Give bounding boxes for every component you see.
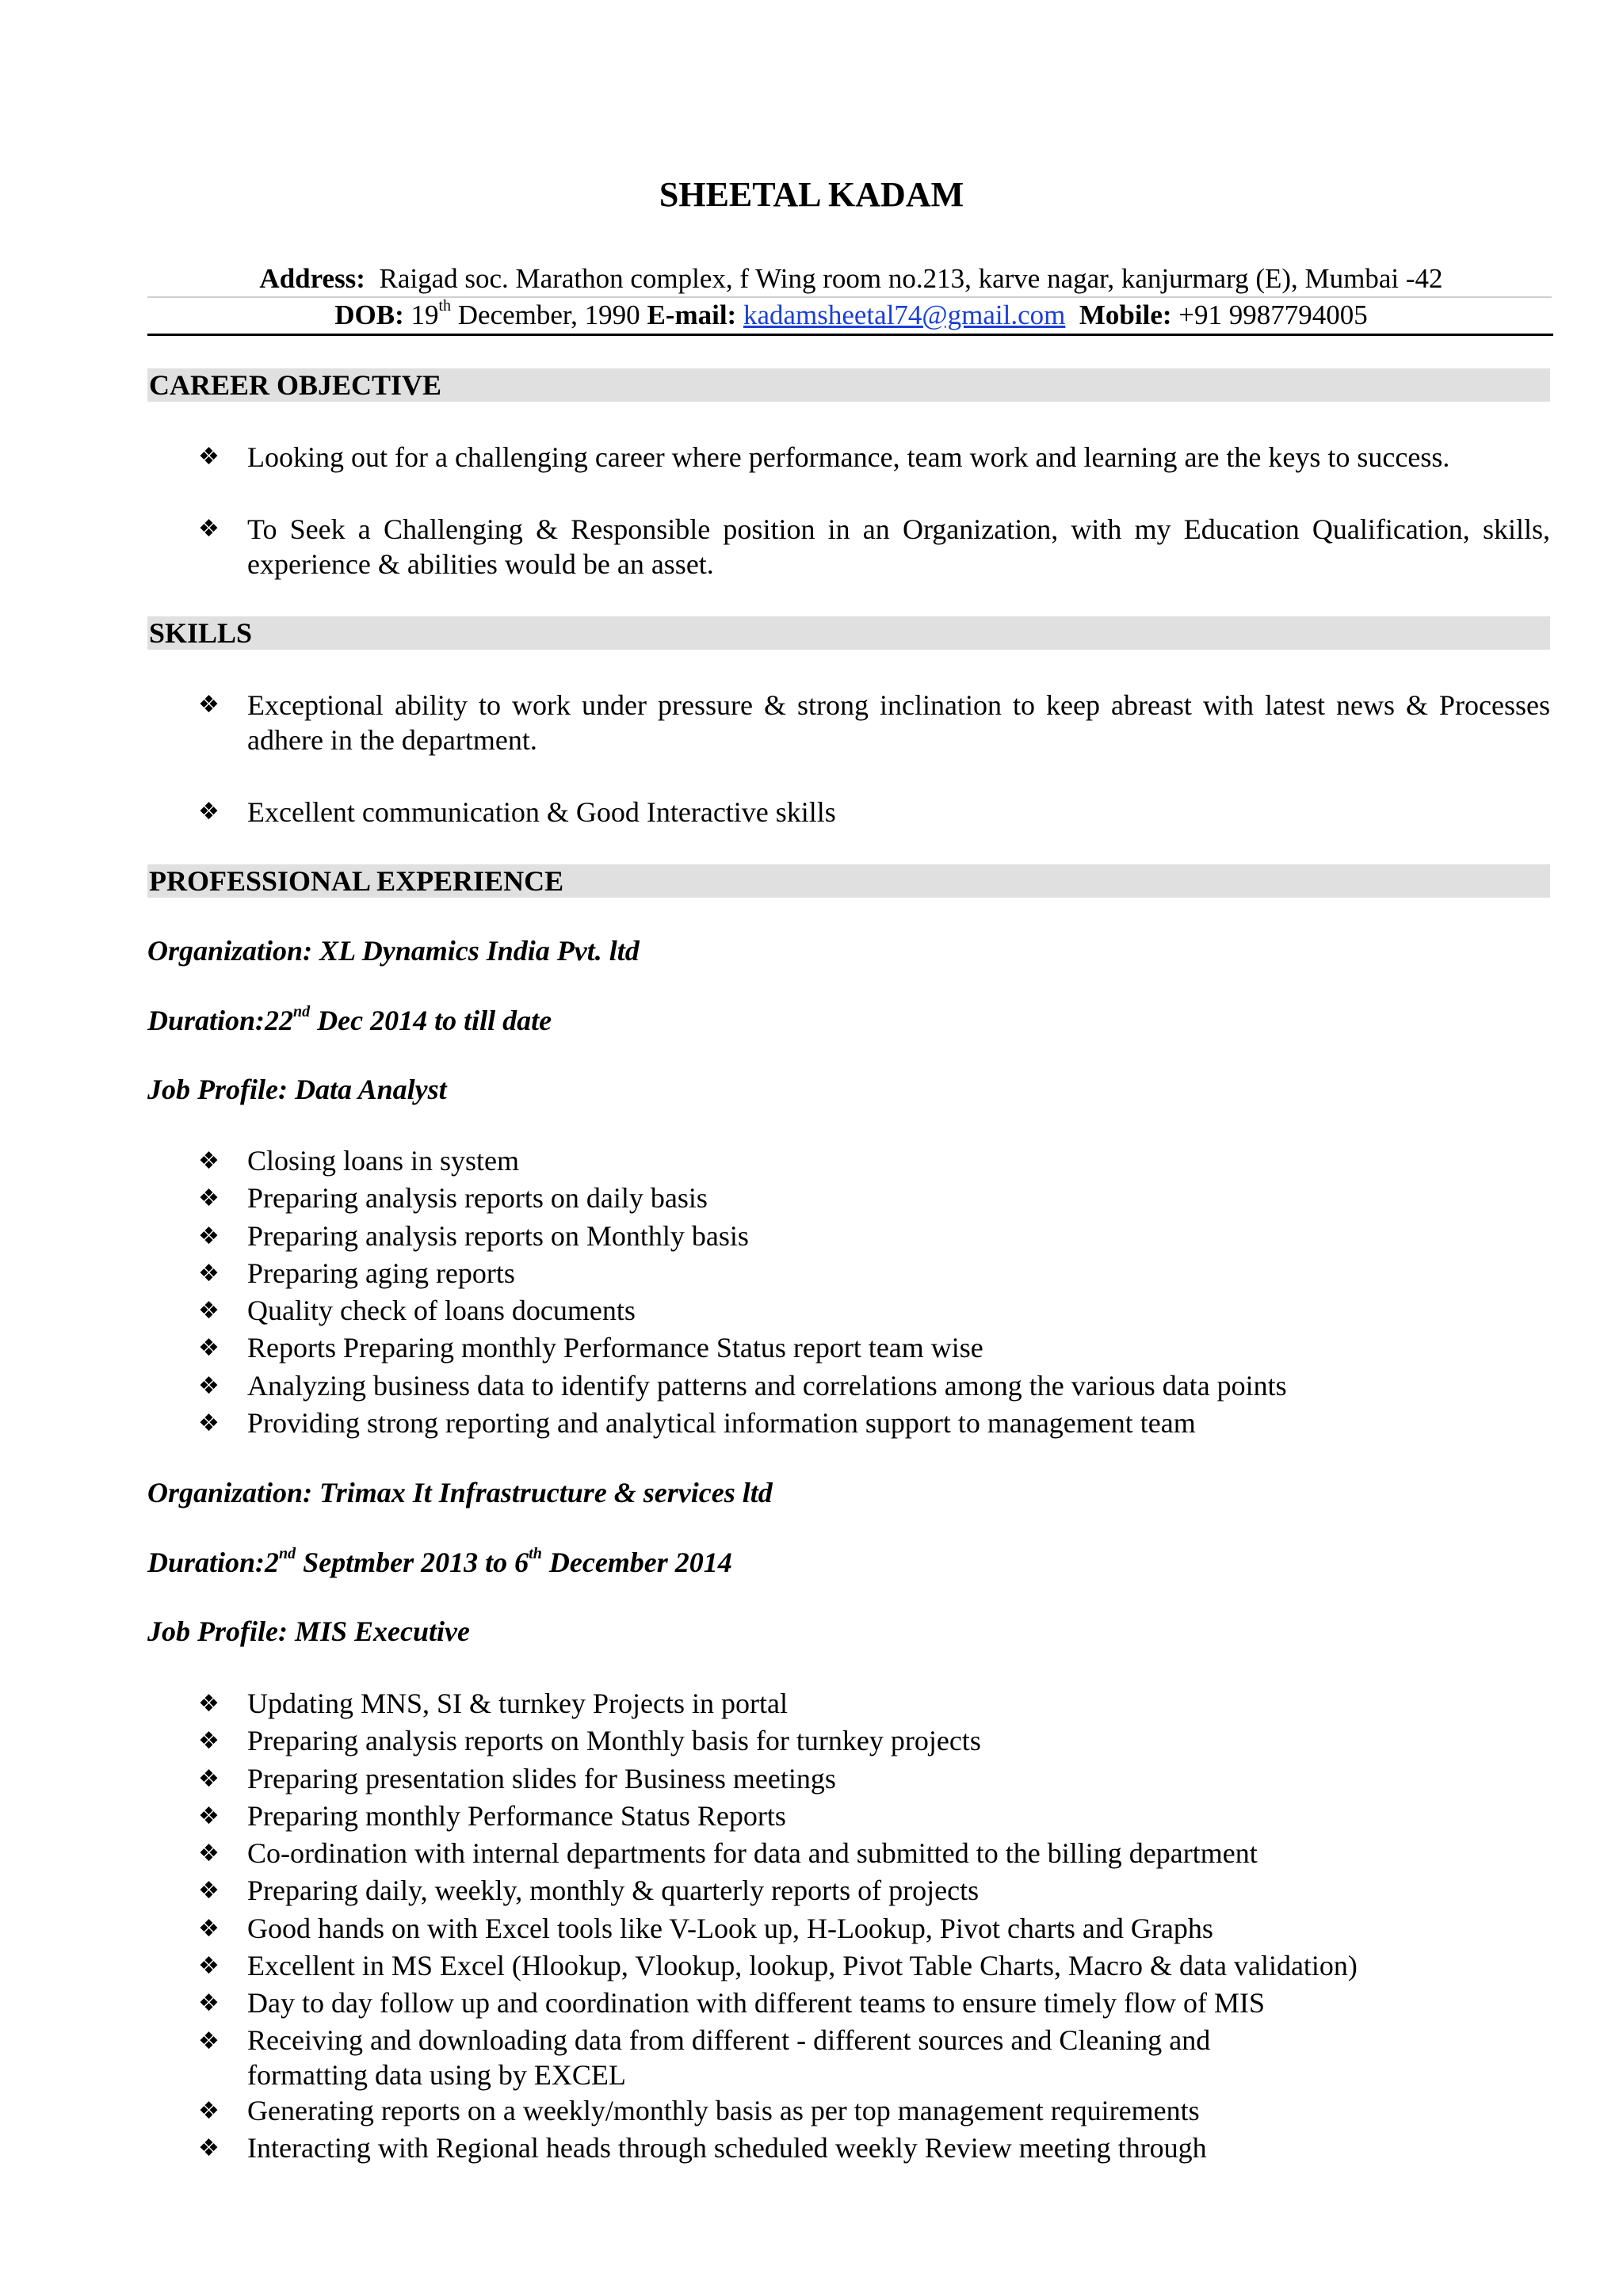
list-item: ❖ Preparing analysis reports on Monthly basis: [198, 1218, 1550, 1255]
list-item: ❖ Preparing monthly Performance Status Reports: [198, 1798, 1550, 1835]
diamond-bullet-icon: ❖: [198, 1371, 220, 1400]
diamond-bullet-icon: ❖: [198, 1259, 220, 1287]
career-objective-item: ❖ Looking out for a challenging career where performance, team work and learning are the keys to success.: [198, 441, 1450, 473]
list-item: ❖ Updating MNS, SI & turnkey Projects in portal: [198, 1685, 1550, 1722]
diamond-bullet-icon: ❖: [198, 1334, 220, 1363]
job-organization: Organization: Trimax It Infrastructure & services ltd: [147, 1477, 773, 1508]
diamond-bullet-icon: ❖: [198, 1690, 220, 1718]
candidate-name: SHEETAL KADAM: [659, 175, 964, 214]
dob-day: 19: [411, 299, 439, 330]
mobile-label: Mobile:: [1079, 299, 1172, 330]
diamond-bullet-icon: ❖: [198, 798, 220, 826]
skills-item: ❖ Excellent communication & Good Interactive skills: [198, 796, 836, 828]
address-label: Address:: [259, 263, 365, 294]
list-item: ❖ Quality check of loans documents: [198, 1292, 1550, 1329]
list-item: ❖ Excellent in MS Excel (Hlookup, Vlookup, lookup, Pivot Table Charts, Macro & data validation): [198, 1947, 1550, 1985]
diamond-bullet-icon: ❖: [198, 1877, 220, 1905]
diamond-bullet-icon: ❖: [198, 1952, 220, 1981]
diamond-bullet-icon: ❖: [198, 1914, 220, 1943]
diamond-bullet-icon: ❖: [198, 1409, 220, 1438]
list-item: ❖ Analyzing business data to identify patterns and correlations among the various data points: [198, 1367, 1550, 1405]
dob-day-suffix: th: [438, 297, 452, 315]
job-duration: Duration:2nd Septmber 2013 to 6th December 2014: [147, 1545, 732, 1578]
diamond-bullet-icon: ❖: [198, 1840, 220, 1868]
diamond-bullet-icon: ❖: [198, 515, 220, 543]
diamond-bullet-icon: ❖: [198, 2096, 220, 2125]
list-item: ❖ Interacting with Regional heads through scheduled weekly Review meeting through: [198, 2130, 1550, 2167]
job-profile: Job Profile: Data Analyst: [147, 1074, 447, 1105]
list-item: ❖ Generating reports on a weekly/monthly basis as per top management requirements: [198, 2092, 1550, 2130]
diamond-bullet-icon: ❖: [198, 1184, 220, 1213]
header-divider-thick: [147, 334, 1553, 336]
job-organization: Organization: XL Dynamics India Pvt. ltd: [147, 935, 640, 967]
list-item: ❖ Receiving and downloading data from different - different sources and Cleaning and formatting data using by EXCEL: [198, 2023, 1211, 2091]
list-item: ❖ Providing strong reporting and analytical information support to management team: [198, 1405, 1550, 1442]
diamond-bullet-icon: ❖: [198, 1297, 220, 1325]
address-line: [0, 261, 1623, 296]
diamond-bullet-icon: ❖: [198, 1147, 220, 1175]
list-item: ❖ Day to day follow up and coordination with different teams to ensure timely flow of MIS: [198, 1985, 1550, 2022]
job-duties-list: [198, 1685, 1550, 2167]
diamond-bullet-icon: ❖: [198, 2134, 220, 2162]
list-item: ❖ Preparing analysis reports on daily basis: [198, 1180, 1550, 1217]
diamond-bullet-icon: ❖: [198, 1727, 220, 1756]
diamond-bullet-icon: ❖: [198, 2027, 220, 2055]
diamond-bullet-icon: ❖: [198, 1222, 220, 1250]
email-link[interactable]: kadamsheetal74@gmail.com: [743, 299, 1066, 330]
section-career-objective: CAREER OBJECTIVE: [147, 368, 1550, 402]
skills-item: ❖ Exceptional ability to work under pressure & strong inclination to keep abreast with latest news & Processes adhere in the department.: [198, 689, 1550, 756]
job-duties-list: [198, 1142, 1550, 1442]
career-objective-item: ❖ To Seek a Challenging & Responsible position in an Organization, with my Education Qualification, skills, experience & abilities would be an asset.: [198, 513, 1550, 580]
section-professional-experience: PROFESSIONAL EXPERIENCE: [147, 864, 1550, 898]
list-item: ❖ Reports Preparing monthly Performance Status report team wise: [198, 1329, 1550, 1367]
section-skills: SKILLS: [147, 616, 1550, 650]
list-item: ❖ Preparing analysis reports on Monthly basis for turnkey projects: [198, 1722, 1550, 1760]
diamond-bullet-icon: ❖: [198, 443, 220, 471]
diamond-bullet-icon: ❖: [198, 691, 220, 719]
diamond-bullet-icon: ❖: [198, 1989, 220, 2018]
address-value: Raigad soc. Marathon complex, f Wing room no.213, karve nagar, kanjurmarg (E), Mumbai -42: [379, 263, 1443, 294]
job-duration: Duration:22nd Dec 2014 to till date: [147, 1003, 552, 1036]
dob-label: DOB:: [334, 299, 404, 330]
mobile-value: +91 9987794005: [1178, 299, 1368, 330]
dob-rest: December, 1990: [457, 299, 640, 330]
list-item: ❖ Preparing aging reports: [198, 1255, 1550, 1292]
list-item: ❖ Closing loans in system: [198, 1142, 1550, 1180]
list-item: ❖ Good hands on with Excel tools like V-Look up, H-Lookup, Pivot charts and Graphs: [198, 1910, 1550, 1947]
job-profile: Job Profile: MIS Executive: [147, 1615, 470, 1647]
diamond-bullet-icon: ❖: [198, 1802, 220, 1830]
list-item: ❖ Preparing presentation slides for Business meetings: [198, 1760, 1550, 1798]
list-item: ❖ Co-ordination with internal departments for data and submitted to the billing department: [198, 1835, 1550, 1872]
list-item: ❖ Preparing daily, weekly, monthly & quarterly reports of projects: [198, 1872, 1550, 1909]
contact-line: [0, 298, 1623, 333]
diamond-bullet-icon: ❖: [198, 1764, 220, 1793]
email-label: E-mail:: [647, 299, 737, 330]
